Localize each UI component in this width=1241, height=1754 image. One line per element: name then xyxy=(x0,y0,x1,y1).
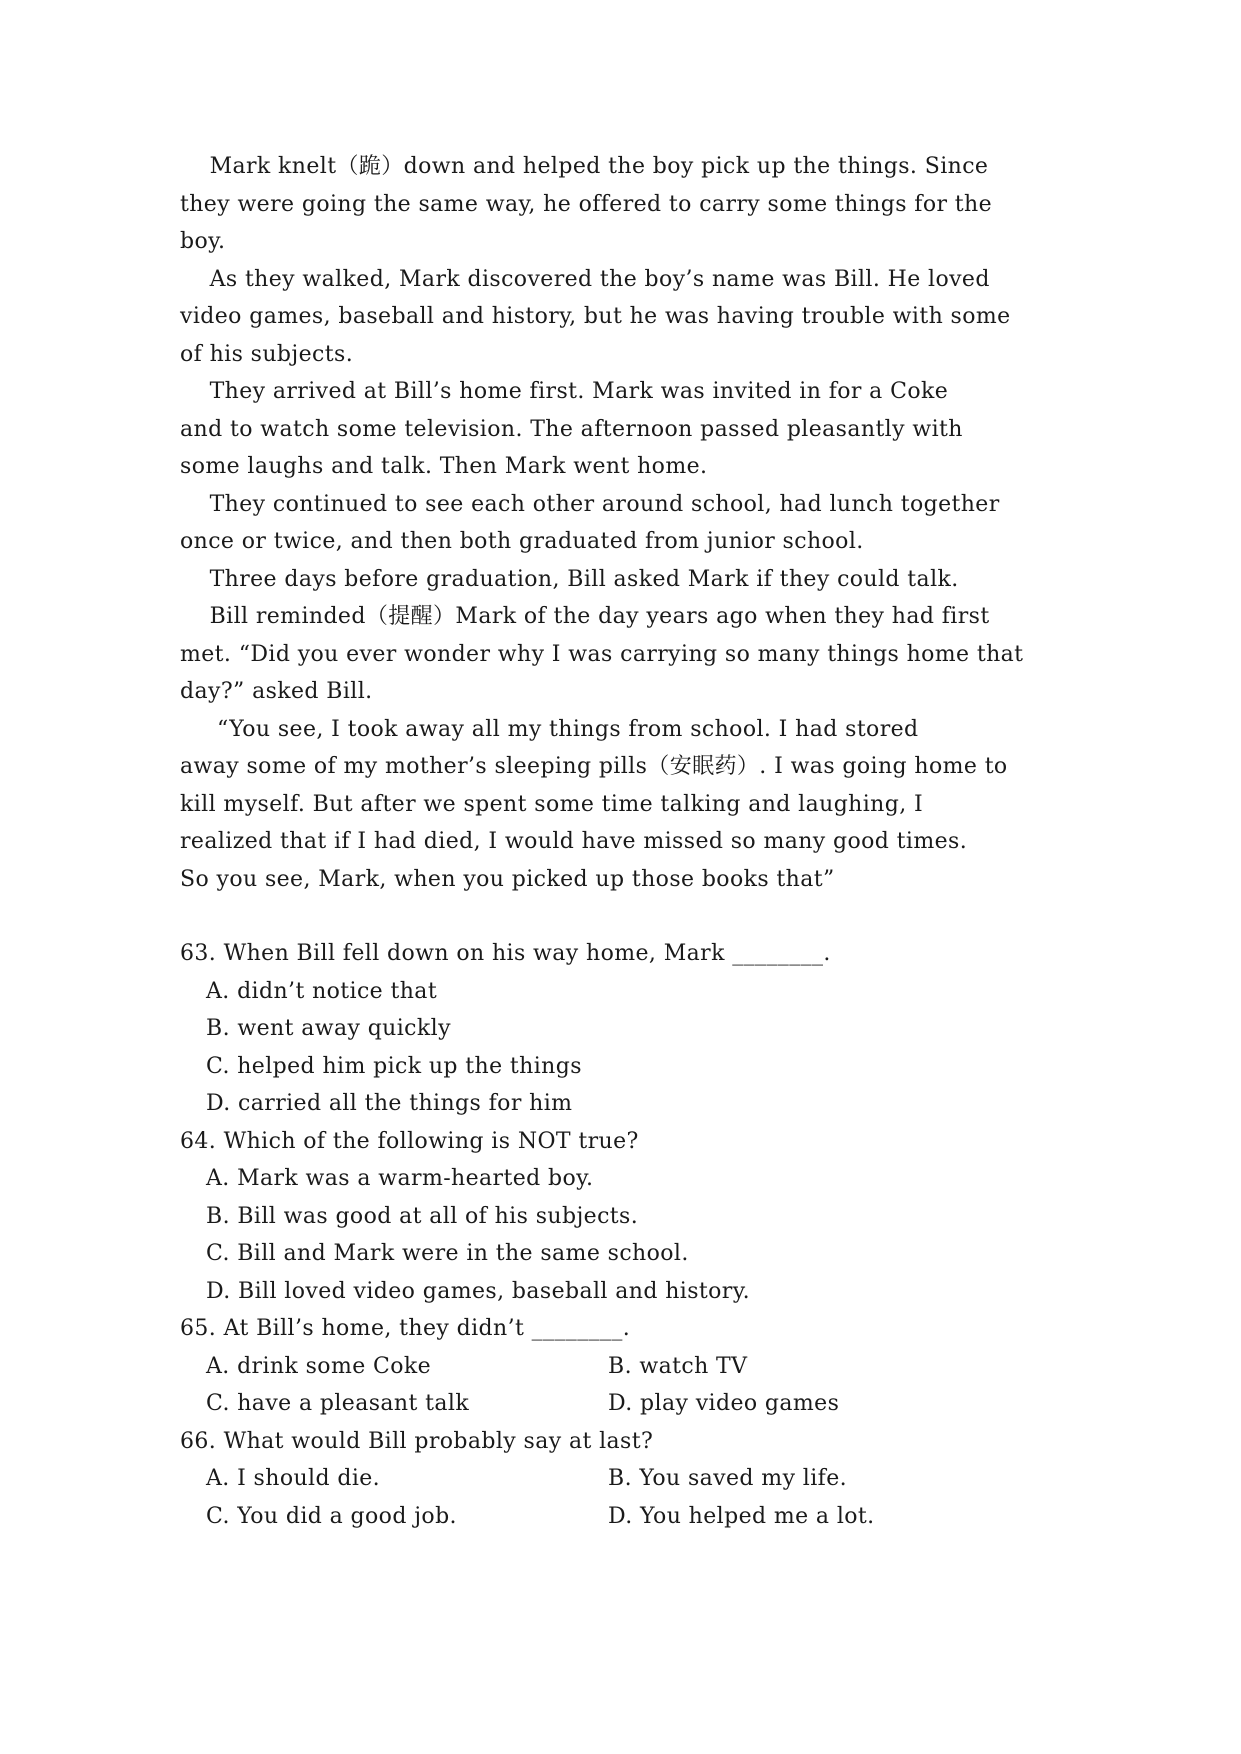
passage-line: they were going the same way, he offered to carry some things for the xyxy=(180,191,993,217)
passage-line: kill myself. But after we spent some time talking and laughing, I xyxy=(180,791,924,817)
question-64-option-a: A. Mark was a warm-hearted boy. xyxy=(206,1166,594,1191)
passage-line: “You see, I took away all my things from school. I had stored xyxy=(180,716,919,742)
passage-line: Three days before graduation, Bill asked Mark if they could talk. xyxy=(180,566,959,592)
question-63-option-d: D. carried all the things for him xyxy=(206,1091,573,1116)
passage-line: away some of my mother’s sleeping pills（安眠药）. I was going home to xyxy=(180,754,1008,779)
question-64-stem: 64. Which of the following is NOT true? xyxy=(180,1128,639,1154)
question-63-option-b: B. went away quickly xyxy=(206,1016,451,1041)
passage-line: realized that if I had died, I would have missed so many good times. xyxy=(180,829,968,854)
passage-line: They arrived at Bill’s home first. Mark was invited in for a Coke xyxy=(180,379,949,404)
passage-line: some laughs and talk. Then Mark went home. xyxy=(180,454,708,479)
passage-line: day?” asked Bill. xyxy=(180,679,373,704)
question-64-option-c: C. Bill and Mark were in the same school. xyxy=(206,1241,689,1266)
question-66-option-d: D. You helped me a lot. xyxy=(608,1503,875,1529)
question-65-option-c: C. have a pleasant talk xyxy=(206,1391,470,1416)
passage-line: met. “Did you ever wonder why I was carrying so many things home that xyxy=(180,641,1024,667)
passage-line: As they walked, Mark discovered the boy’s name was Bill. He loved xyxy=(180,266,990,292)
question-63-option-c: C. helped him pick up the things xyxy=(206,1053,582,1079)
question-66-stem: 66. What would Bill probably say at last? xyxy=(180,1428,654,1454)
passage-line: They continued to see each other around school, had lunch together xyxy=(180,491,1000,517)
passage-line: boy. xyxy=(180,229,226,254)
passage-line: So you see, Mark, when you picked up those books that” xyxy=(180,866,835,892)
passage-line: once or twice, and then both graduated from junior school. xyxy=(180,529,864,554)
question-63-stem: 63. When Bill fell down on his way home, Mark ________. xyxy=(180,941,831,966)
question-65-stem: 65. At Bill’s home, they didn’t ________. xyxy=(180,1316,631,1341)
passage-line: video games, baseball and history, but he was having trouble with some xyxy=(180,304,1011,329)
passage-line: and to watch some television. The afternoon passed pleasantly with xyxy=(180,416,963,442)
question-64-option-d: D. Bill loved video games, baseball and history. xyxy=(206,1278,751,1304)
passage-line: Mark knelt（跪）down and helped the boy pick up the things. Since xyxy=(180,154,989,179)
question-66-option-a: A. I should die. xyxy=(206,1466,381,1491)
passage-line: Bill reminded（提醒）Mark of the day years ago when they had first xyxy=(180,604,990,629)
question-66-option-b: B. You saved my life. xyxy=(608,1466,848,1491)
passage-line: of his subjects. xyxy=(180,341,354,367)
question-65-option-d: D. play video games xyxy=(608,1391,840,1416)
question-63-option-a: A. didn’t notice that xyxy=(206,978,438,1004)
question-66-option-c: C. You did a good job. xyxy=(206,1503,457,1529)
question-65-option-b: B. watch TV xyxy=(608,1353,748,1379)
question-65-option-a: A. drink some Coke xyxy=(206,1353,432,1379)
question-64-option-b: B. Bill was good at all of his subjects. xyxy=(206,1203,639,1229)
